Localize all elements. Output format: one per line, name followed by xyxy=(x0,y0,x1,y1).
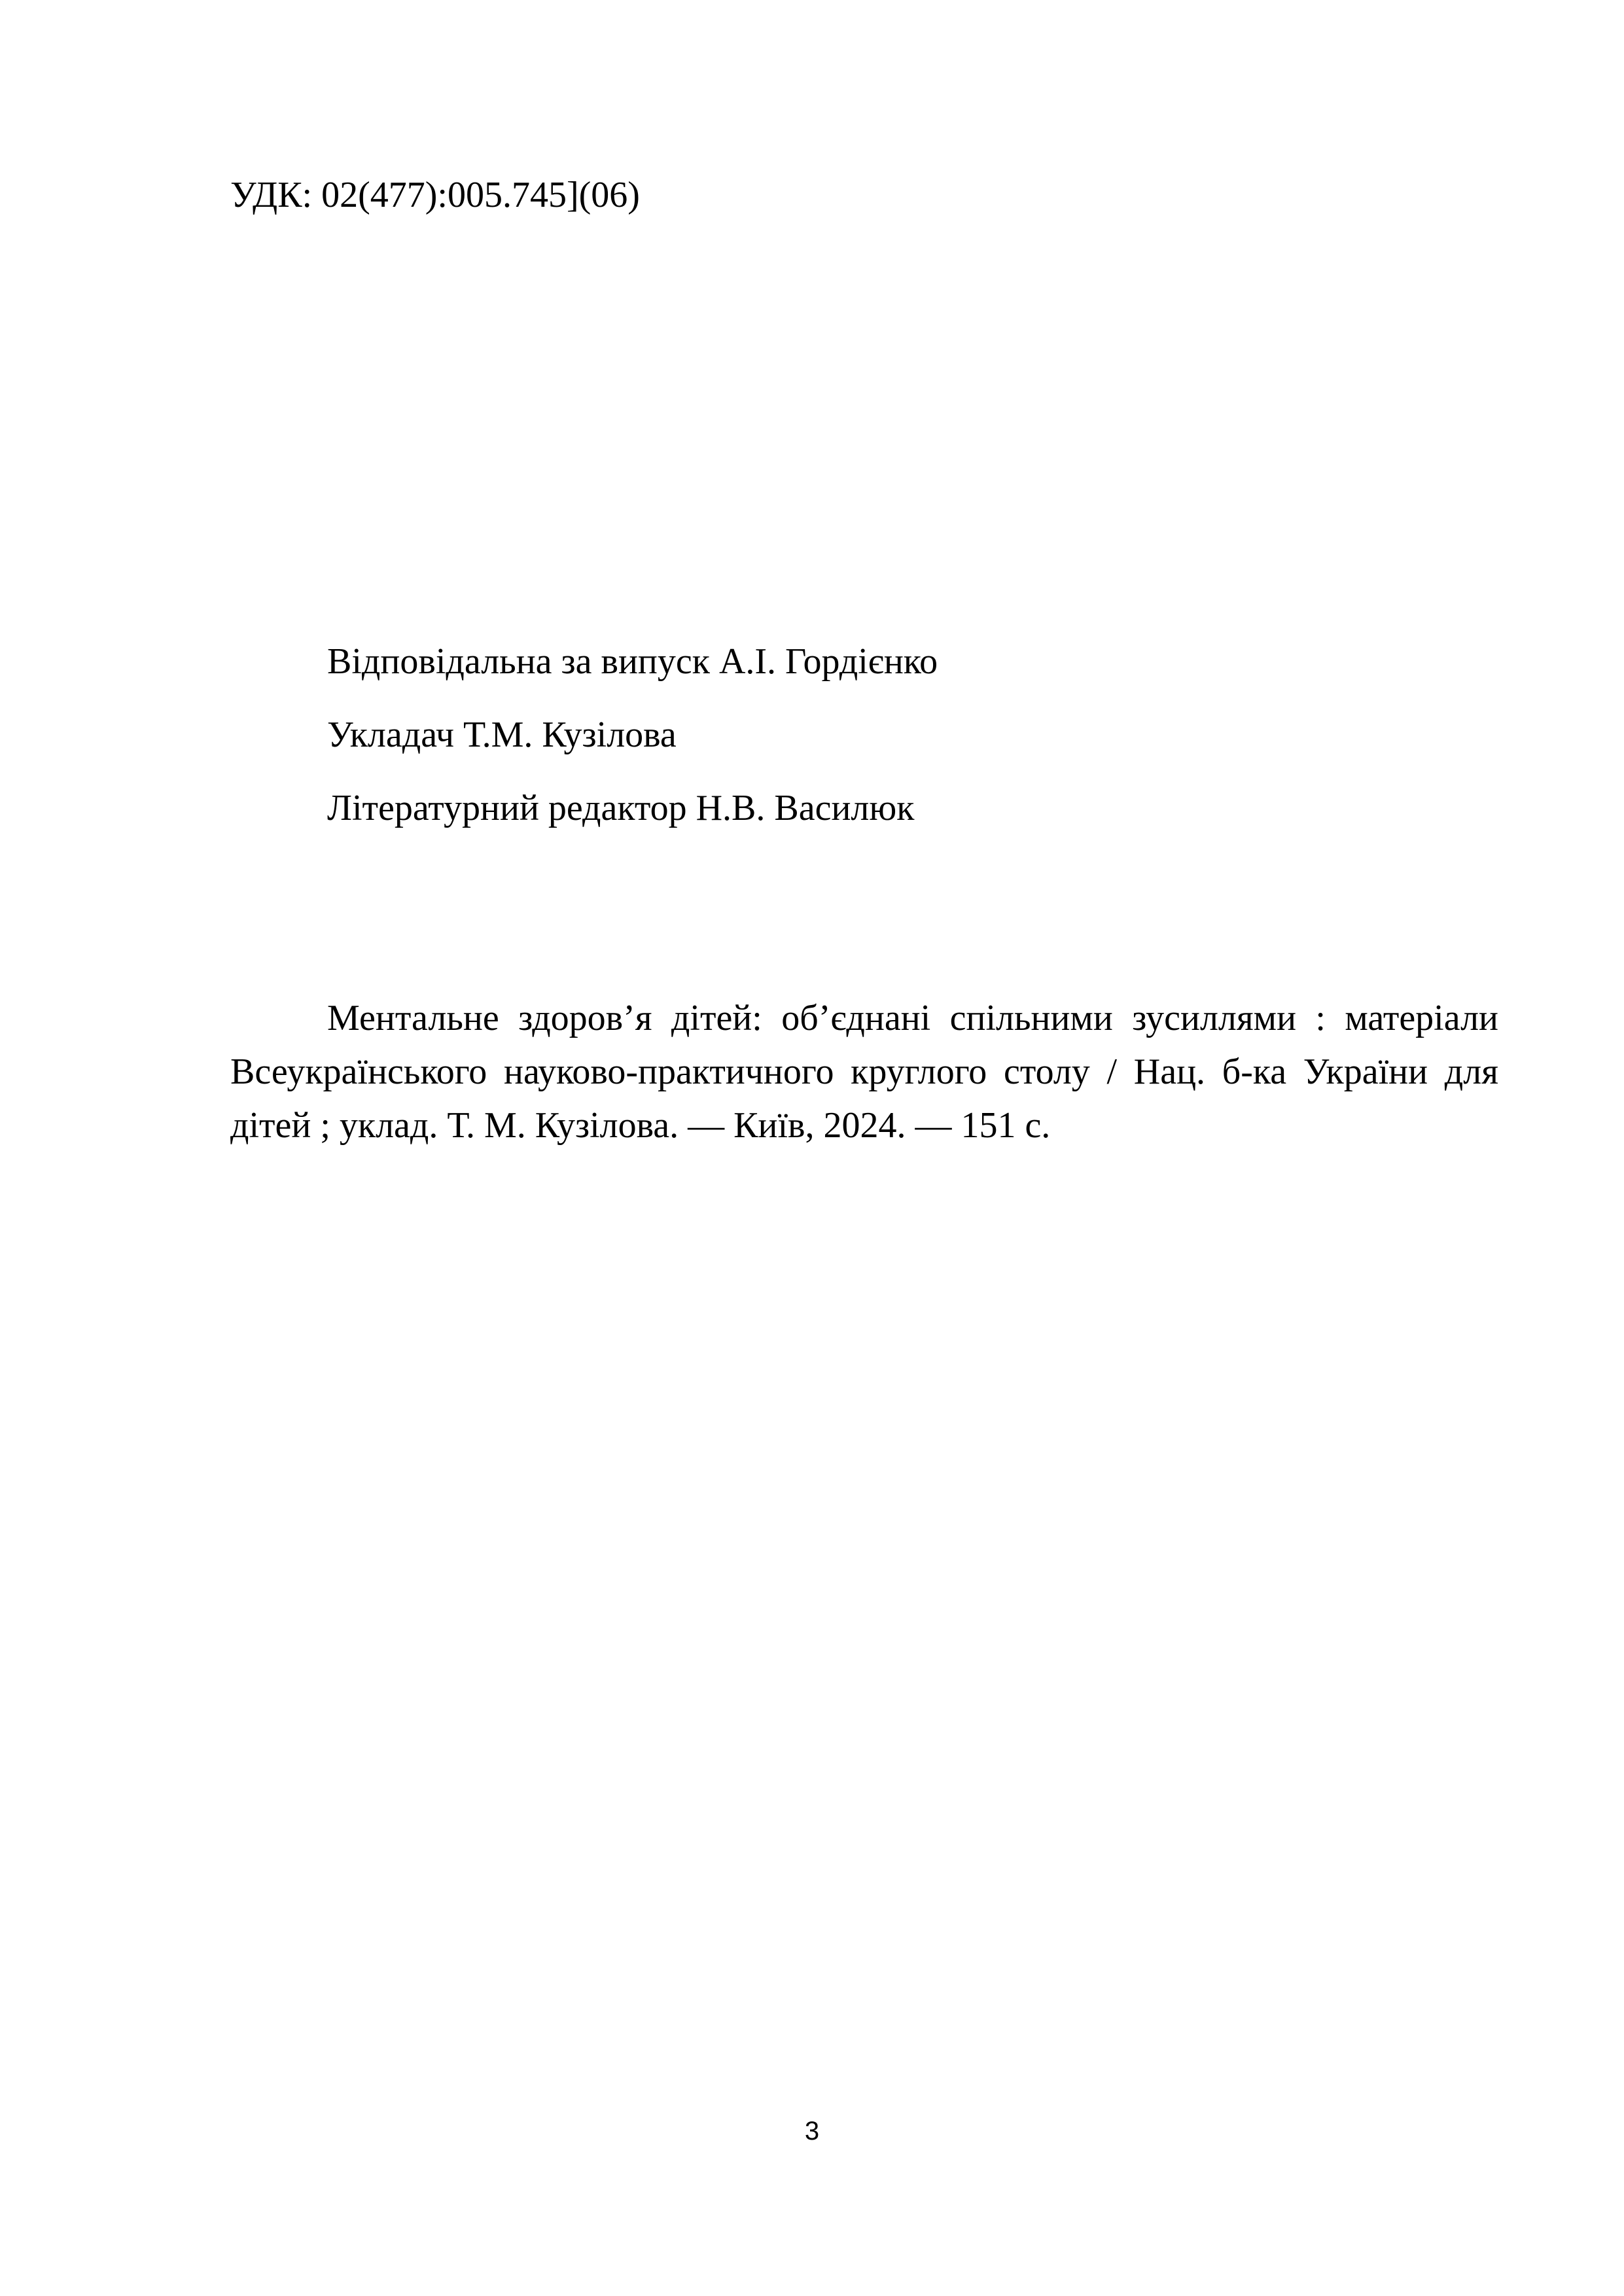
credit-literary-editor: Літературний редактор Н.В. Василюк xyxy=(327,788,915,828)
page-number: 3 xyxy=(804,2117,820,2146)
bibliographic-citation: Ментальне здоров’я дітей: об’єднані спільними зусиллями : матеріали Всеукраїнського науково-практичного круглого столу / Нац. б-ка України для дітей ; уклад. Т. М. Кузілова. — Київ, 2024. — 151 с. xyxy=(230,998,1498,1146)
credits-block xyxy=(327,638,938,858)
credit-compiler: Укладач Т.М. Кузілова xyxy=(327,715,677,755)
credit-responsible-editor: Відповідальна за випуск А.І. Гордієнко xyxy=(327,641,938,682)
udc-code: УДК: 02(477):005.745](06) xyxy=(230,175,640,215)
